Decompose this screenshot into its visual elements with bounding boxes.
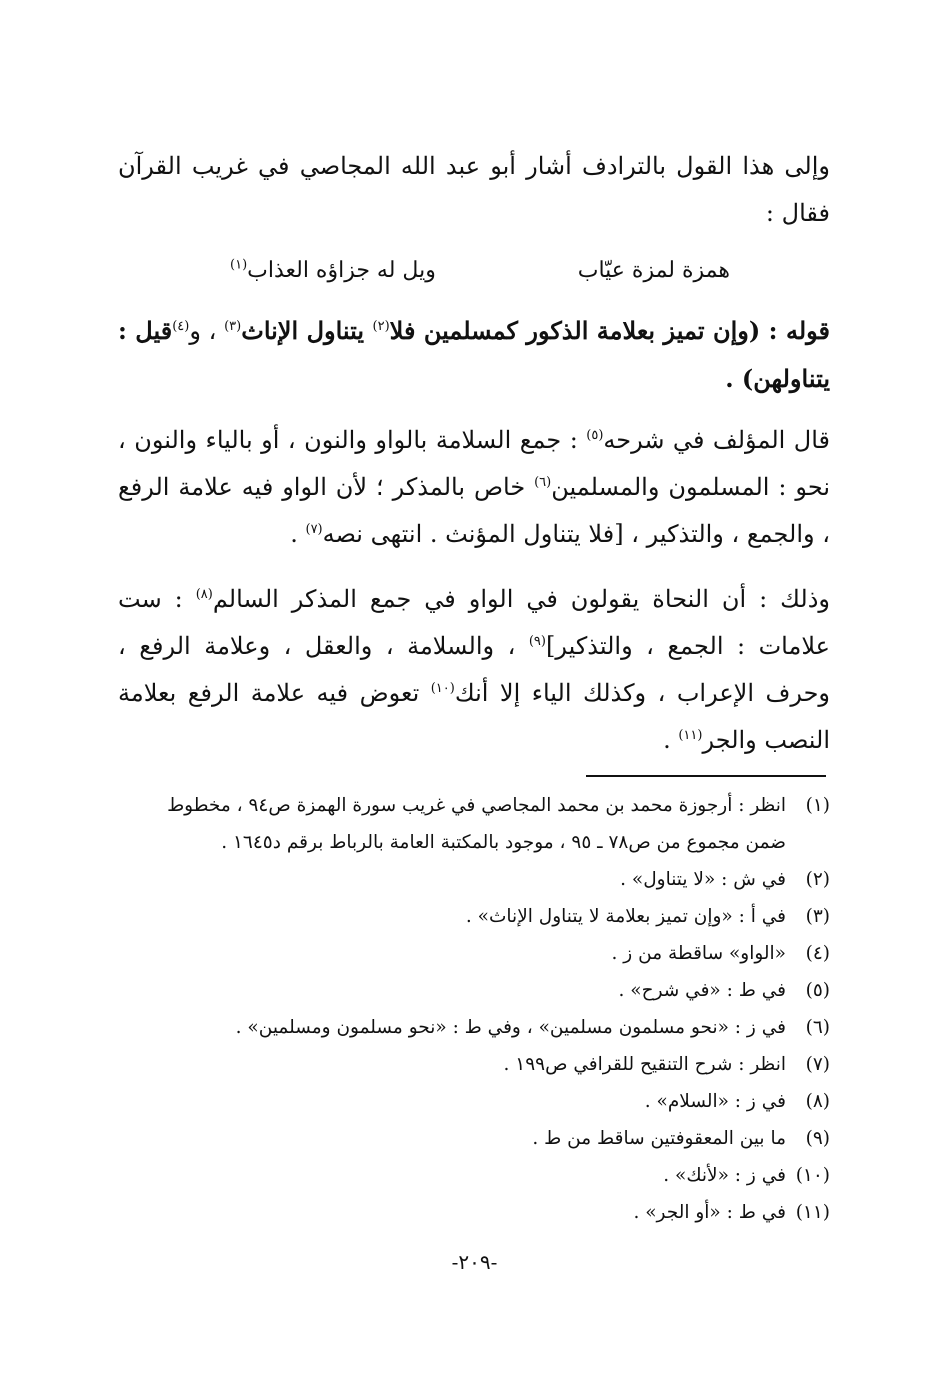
footnote-ref: (٨)	[195, 587, 213, 602]
footnote-ref: (٣)	[224, 319, 242, 334]
footnote-ref: (١٠)	[430, 681, 455, 696]
footnote-text: في ط : «في شرح» .	[618, 980, 786, 1001]
footnote-10	[118, 1157, 830, 1194]
footnote-text: «الواو» ساقطة من ز .	[611, 943, 786, 964]
footnote-8	[118, 1083, 830, 1120]
footnote-text: في أ : «وإن تميز بعلامة لا يتناول الإناث» .	[465, 906, 786, 927]
footnote-number: (٥)	[805, 980, 830, 1001]
paragraph-matn	[118, 307, 830, 403]
footnote-6	[118, 1009, 830, 1046]
footnote-9	[118, 1120, 830, 1157]
verse-first-hemistich: همزة لمزة عيّاب	[577, 258, 730, 283]
footnote-number: (٩)	[805, 1128, 830, 1149]
footnote-text: في ز : «نحو مسلمون مسلمين» ، وفي ط : «نحو مسلمون ومسلمين» .	[235, 1017, 786, 1038]
verse-second-hemistich	[230, 258, 436, 283]
footnote-ref: (١)	[230, 257, 248, 273]
footnote-number: (١١)	[795, 1202, 830, 1223]
footnote-1	[118, 787, 830, 824]
footnote-text: ما بين المعقوفتين ساقط من ط .	[532, 1128, 786, 1149]
paragraph-intro	[118, 143, 830, 237]
commentary-text: خاص بالمذكر ؛ لأن الواو فيه علامة الرفع ، والجمع ، والتذكير ، [فلا يتناول المؤنث . انتهى نصه	[118, 473, 830, 548]
explanation-text: ، والسلامة ، والعقل ، وعلامة الرفع ، وحرف الإعراب ، وكذلك الياء إلا أنك	[118, 632, 831, 707]
footnote-number: (١٠)	[795, 1165, 830, 1186]
footnote-text: ضمن مجموع من ص٧٨ ـ ٩٥ ، موجود بالمكتبة العامة بالرباط برقم د١٦٤٥ .	[221, 832, 786, 853]
footnote-number: (٤)	[805, 943, 830, 964]
matn-text: قيل : يتناولهن) .	[118, 316, 830, 393]
footnote-text: في ش : «لا يتناول» .	[620, 869, 786, 890]
footnote-number: (٦)	[805, 1017, 830, 1038]
footnote-ref: (٦)	[534, 475, 552, 490]
explanation-text: تعوض فيه علامة الرفع بعلامة النصب والجر	[118, 679, 830, 754]
footnote-ref: (٤)	[172, 319, 190, 334]
footnote-ref: (٧)	[305, 522, 323, 537]
footnote-text: في ز : «السلام» .	[644, 1091, 786, 1112]
paragraph-commentary	[118, 417, 830, 558]
footnote-number: (١)	[805, 795, 830, 816]
page-number: -٢٠٩-	[451, 1250, 498, 1274]
footnote-number: (٣)	[805, 906, 830, 927]
intro-text: وإلى هذا القول بالترادف أشار أبو عبد الله المجاصي في غريب القرآن فقال :	[118, 152, 830, 227]
matn-text: قوله : (وإن تميز بعلامة الذكور كمسلمين فلا	[389, 316, 831, 345]
footnote-4	[118, 935, 830, 972]
footnote-ref: (٩)	[528, 634, 546, 649]
matn-text: ، و	[189, 317, 225, 345]
explanation-text: : ست علامات : الجمع ، والتذكير]	[118, 585, 830, 660]
footnote-11	[118, 1194, 830, 1231]
explanation-text: .	[663, 726, 679, 754]
commentary-text: : جمع السلامة بالواو والنون ، أو بالياء والنون ، نحو : المسلمون والمسلمين	[118, 426, 830, 501]
footnote-text: انظر : أرجوزة محمد بن محمد المجاصي في غريب سورة الهمزة ص٩٤ ، مخطوط	[167, 795, 786, 816]
footnote-text: انظر : شرح التنقيح للقرافي ص١٩٩ .	[503, 1054, 786, 1075]
footnote-number: (٧)	[805, 1054, 830, 1075]
poem-verse	[230, 250, 730, 294]
paragraph-explanation	[118, 576, 830, 764]
footnote-text: في ط : «أو الجر» .	[633, 1202, 786, 1223]
footnote-ref: (١١)	[678, 728, 703, 743]
footnote-number: (٢)	[805, 869, 830, 890]
footnotes	[118, 787, 830, 1231]
footnote-ref: (٢)	[372, 319, 390, 334]
footnote-1-continued	[118, 824, 830, 861]
verse-second-text: ويل له جزاؤه العذاب	[247, 258, 436, 283]
footnote-number: (٨)	[805, 1091, 830, 1112]
footnote-7	[118, 1046, 830, 1083]
commentary-text: قال المؤلف في شرحه	[603, 426, 830, 454]
footnote-text: في ز : «لأنك» .	[663, 1165, 786, 1186]
commentary-text: .	[290, 520, 306, 548]
explanation-text: وذلك : أن النحاة يقولون في الواو في جمع المذكر السالم	[212, 585, 830, 613]
footnote-ref: (٥)	[586, 428, 604, 443]
footnote-2	[118, 861, 830, 898]
footnote-3	[118, 898, 830, 935]
footnote-separator	[586, 775, 826, 777]
footnote-5	[118, 972, 830, 1009]
matn-text: يتناول الإناث	[241, 316, 373, 345]
